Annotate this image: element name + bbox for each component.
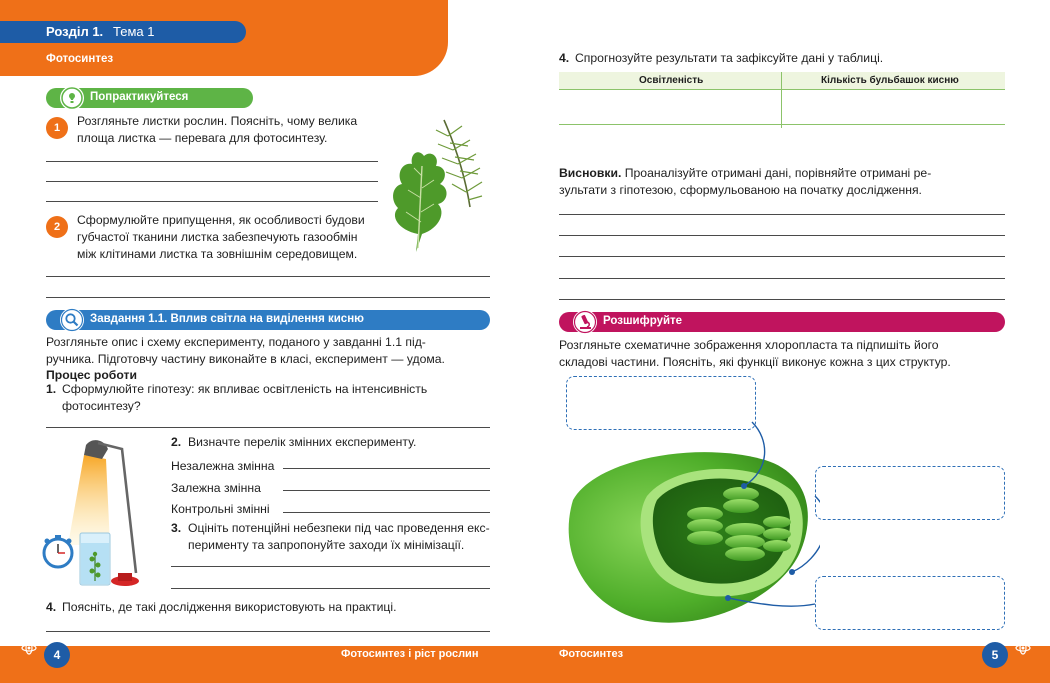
step-3-text: Оцініть потенційні небезпеки під час проведення екс- перименту та запропонуйте заходи їх мінімізації. xyxy=(188,521,490,552)
atom-icon xyxy=(20,640,38,656)
table-divider xyxy=(781,72,782,128)
step-1-text: Сформулюйте гіпотезу: як впливає освітленість на інтенсивність фотосинтезу? xyxy=(62,382,428,413)
control-variables-line[interactable] xyxy=(283,512,490,513)
answer-line[interactable] xyxy=(559,299,1005,300)
label-connectors xyxy=(700,420,820,620)
microscope-icon xyxy=(573,310,597,334)
answer-line[interactable] xyxy=(46,276,490,277)
decode-title: Розшифруйте xyxy=(603,315,683,327)
independent-variable-line[interactable] xyxy=(283,468,490,469)
right-step-4-text: Спрогнозуйте результати та зафіксуйте дані у таблиці. xyxy=(575,51,884,65)
practice-header xyxy=(46,88,253,108)
molecule-icon xyxy=(452,18,486,52)
section-banner xyxy=(0,21,246,43)
section-label: Розділ 1. xyxy=(46,24,104,39)
answer-line[interactable] xyxy=(46,181,378,182)
table-row-line[interactable] xyxy=(559,124,1005,125)
question-1-number: 1 xyxy=(46,117,68,139)
step-2-number: 2. xyxy=(171,435,182,449)
question-2-text: Сформулюйте припущення, як особливості будови губчастої тканини листка забезпечують газообмін між клітинами листка та зовнішнім середовищем. xyxy=(77,213,365,261)
independent-variable-label: Незалежна змінна xyxy=(171,459,275,473)
label-box-2[interactable] xyxy=(815,466,1005,520)
answer-line[interactable] xyxy=(559,214,1005,215)
results-table-header xyxy=(559,72,1005,90)
step-4-number: 4. xyxy=(46,600,57,614)
answer-line[interactable] xyxy=(46,427,490,428)
step-1-number: 1. xyxy=(46,382,57,396)
footer-left-text: Фотосинтез і ріст рослин xyxy=(341,648,479,660)
control-variables-label: Контрольні змінні xyxy=(171,502,270,516)
footer-band xyxy=(0,646,1050,683)
task-header xyxy=(46,310,490,330)
task-description: Розгляньте опис і схему експерименту, поданого у завданні 1.1 під- ручника. Підготовчу частину виконайте в класі, експеримент — удома. xyxy=(46,335,445,366)
lamp-experiment-illustration xyxy=(40,435,166,593)
answer-line[interactable] xyxy=(559,278,1005,279)
page-subtitle: Фотосинтез xyxy=(46,53,114,65)
answer-line[interactable] xyxy=(559,256,1005,257)
dependent-variable-label: Залежна змінна xyxy=(171,481,261,495)
task-title: Завдання 1.1. Вплив світла на виділення кисню xyxy=(90,313,364,325)
page-number-left: 4 xyxy=(44,642,70,668)
right-step-4-number: 4. xyxy=(559,51,570,65)
answer-line[interactable] xyxy=(171,588,490,589)
step-4-text: Поясніть, де такі дослідження використовують на практиці. xyxy=(62,600,397,614)
answer-line[interactable] xyxy=(46,297,490,298)
process-title: Процес роботи xyxy=(46,368,137,382)
table-header-illumination: Освітленість xyxy=(639,75,704,86)
practice-title: Попрактикуйтеся xyxy=(90,91,189,103)
answer-line[interactable] xyxy=(46,201,378,202)
question-2-number: 2 xyxy=(46,216,68,238)
dependent-variable-line[interactable] xyxy=(283,490,490,491)
question-1-text: Розгляньте листки рослин. Поясніть, чому велика площа листка — перевага для фотосинтезу. xyxy=(77,114,358,145)
leaves-illustration xyxy=(388,112,494,258)
lightbulb-icon xyxy=(60,86,84,110)
step-2-text: Визначте перелік змінних експерименту. xyxy=(188,435,417,449)
page-number-right: 5 xyxy=(982,642,1008,668)
magnifier-icon xyxy=(60,308,84,332)
atom-icon xyxy=(1014,640,1032,656)
footer-right-text: Фотосинтез xyxy=(559,648,624,660)
answer-line[interactable] xyxy=(46,161,378,162)
theme-label: Тема 1 xyxy=(113,24,155,39)
decode-header xyxy=(559,312,1005,332)
decode-text: Розгляньте схематичне зображення хлоропласта та підпишіть його складові частини. Поясніть, які функції виконує кожна з цих структур. xyxy=(559,338,951,369)
answer-line[interactable] xyxy=(171,566,490,567)
conclusions-text: Висновки. Проаналізуйте отримані дані, порівняйте отримані ре- зультати з гіпотезою, сформульованою на початку дослідження. xyxy=(559,166,932,197)
step-3-number: 3. xyxy=(171,521,182,535)
table-header-bubbles: Кількість бульбашок кисню xyxy=(821,75,959,86)
label-box-3[interactable] xyxy=(815,576,1005,630)
answer-line[interactable] xyxy=(46,631,490,632)
answer-line[interactable] xyxy=(559,235,1005,236)
